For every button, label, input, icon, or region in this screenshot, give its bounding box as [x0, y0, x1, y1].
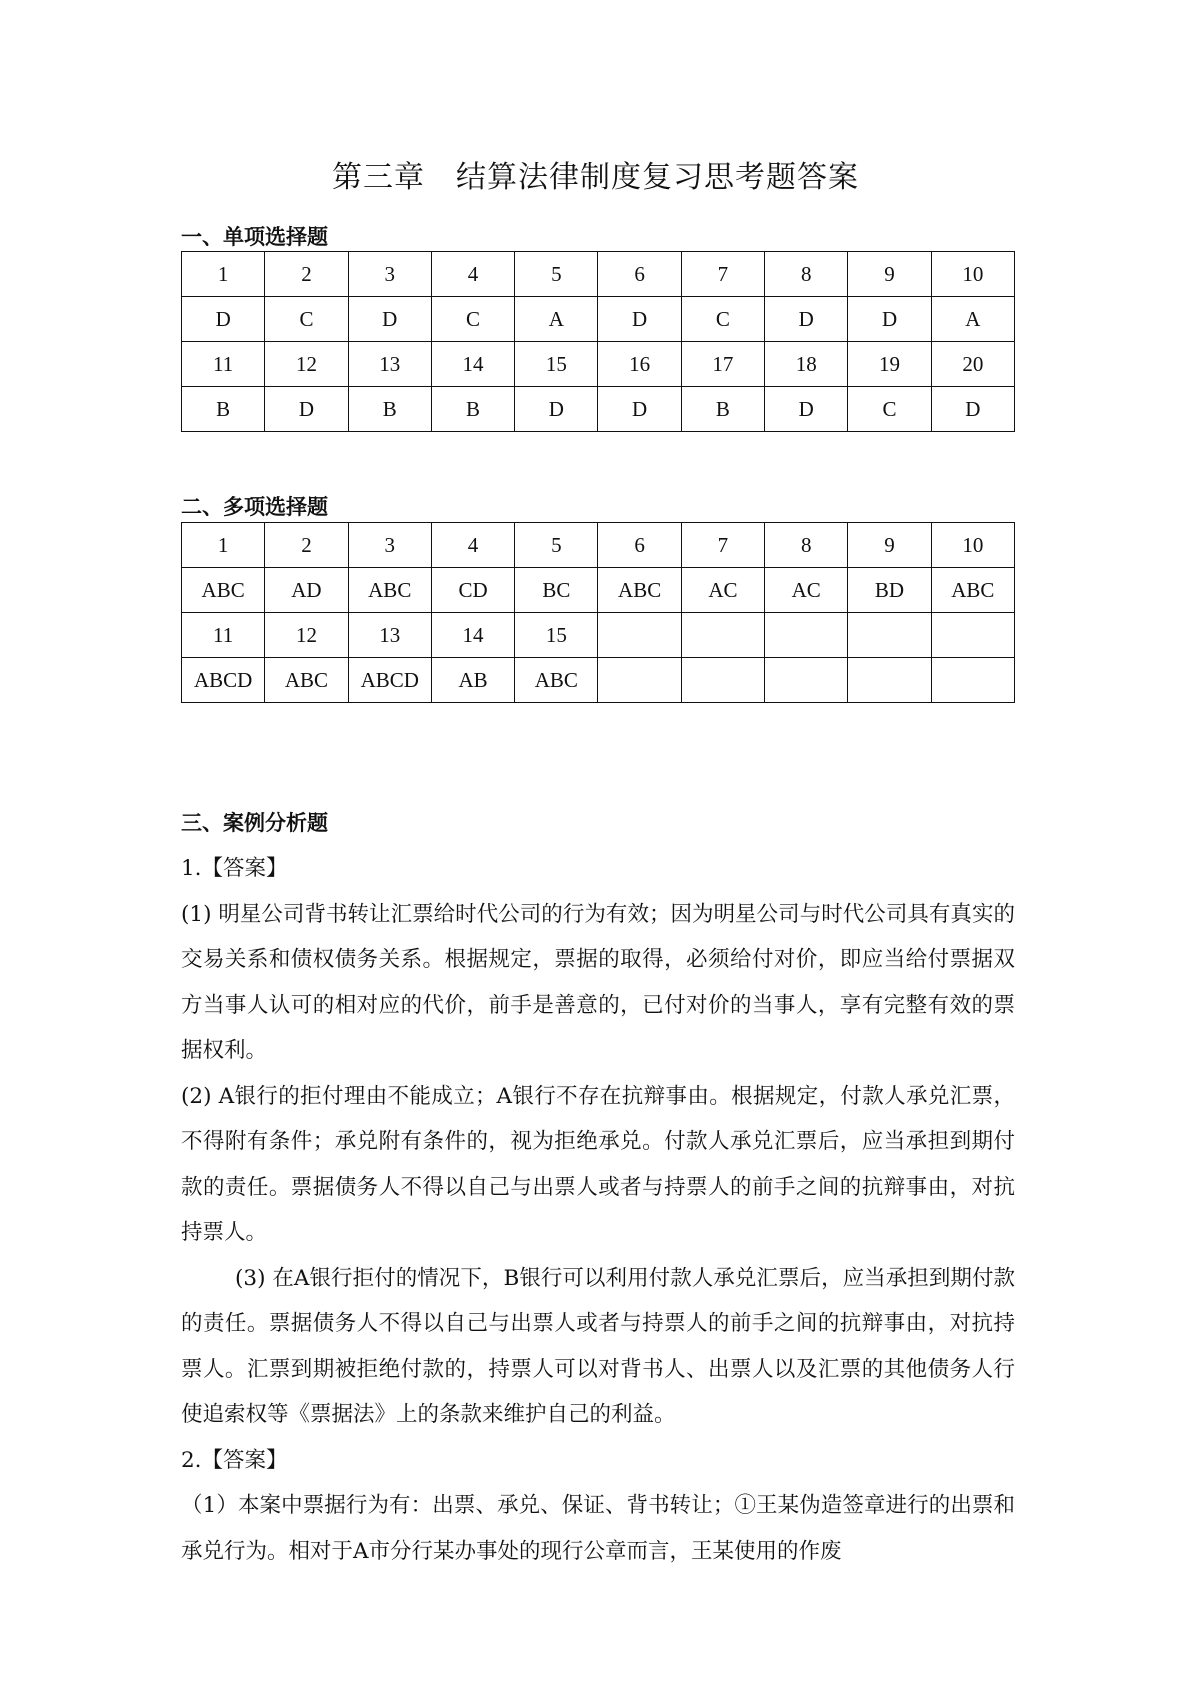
table-cell: 9: [848, 523, 931, 568]
answer-paragraph: （1）本案中票据行为有：出票、承兑、保证、背书转让；①王某伪造签章进行的出票和承兑行为。相对于A市分行某办事处的现行公章而言，王某使用的作废: [181, 1493, 1015, 1564]
table-cell: 6: [598, 252, 681, 297]
table-cell: [681, 658, 764, 703]
answer-paragraph: (1) 明星公司背书转让汇票给时代公司的行为有效；因为明星公司与时代公司具有真实的交易关系和债权债务关系。根据规定，票据的取得，必须给付对价，即应当给付票据双方当事人认可的相对应的代价，前手是善意的，已付对价的当事人，享有完整有效的票据权利。: [181, 901, 1015, 1063]
table-row: [182, 523, 1015, 568]
case-analysis-body: [181, 846, 1015, 1574]
table-cell: 5: [515, 252, 598, 297]
table-cell: 5: [515, 523, 598, 568]
table-row: [182, 613, 1015, 658]
table-cell: CD: [431, 568, 514, 613]
table-cell: [598, 613, 681, 658]
table-cell: ABC: [182, 568, 265, 613]
table-cell: 14: [431, 342, 514, 387]
table-cell: 18: [765, 342, 848, 387]
table-cell: BC: [515, 568, 598, 613]
table-cell: D: [765, 387, 848, 432]
table-cell: 15: [515, 342, 598, 387]
single-choice-answer-table: [181, 251, 1015, 432]
table-cell: D: [848, 297, 931, 342]
table-cell: 2: [265, 252, 348, 297]
table-cell: ABCD: [348, 658, 431, 703]
table-cell: 13: [348, 342, 431, 387]
table-cell: [681, 613, 764, 658]
table-cell: 8: [765, 523, 848, 568]
table-cell: A: [931, 297, 1014, 342]
table-cell: 13: [348, 613, 431, 658]
table-cell: 4: [431, 252, 514, 297]
table-cell: ABCD: [182, 658, 265, 703]
table-cell: 6: [598, 523, 681, 568]
table-cell: AC: [765, 568, 848, 613]
page-title: 第三章 结算法律制度复习思考题答案: [332, 160, 859, 195]
table-cell: 16: [598, 342, 681, 387]
table-cell: AB: [431, 658, 514, 703]
table-cell: [765, 613, 848, 658]
table-cell: B: [182, 387, 265, 432]
table-cell: 9: [848, 252, 931, 297]
table-cell: 8: [765, 252, 848, 297]
answer-label: 2.【答案】: [181, 1447, 288, 1473]
table-cell: 17: [681, 342, 764, 387]
table-cell: ABC: [931, 568, 1014, 613]
table-cell: C: [431, 297, 514, 342]
answer-paragraph: (3) 在A银行拒付的情况下，B银行可以利用付款人承兑汇票后，应当承担到期付款的责任。票据债务人不得以自己与出票人或者与持票人的前手之间的抗辩事由，对抗持票人。汇票到期被拒绝付款的，持票人可以对背书人、出票人以及汇票的其他债务人行使追索权等《票据法》上的条款来维护自己的利益。: [181, 1265, 1015, 1427]
table-cell: 7: [681, 252, 764, 297]
table-cell: 4: [431, 523, 514, 568]
table-cell: C: [681, 297, 764, 342]
table-cell: ABC: [265, 658, 348, 703]
table-cell: D: [348, 297, 431, 342]
table-cell: D: [598, 387, 681, 432]
section-heading-single-choice: 一、单项选择题: [181, 225, 328, 249]
table-cell: D: [931, 387, 1014, 432]
table-cell: [598, 658, 681, 703]
table-cell: 15: [515, 613, 598, 658]
table-row: [182, 297, 1015, 342]
section-heading-multiple-choice: 二、多项选择题: [181, 495, 328, 519]
table-cell: 3: [348, 252, 431, 297]
table-cell: C: [265, 297, 348, 342]
table-cell: 20: [931, 342, 1014, 387]
table-cell: [765, 658, 848, 703]
table-row: [182, 568, 1015, 613]
table-cell: 7: [681, 523, 764, 568]
table-cell: 19: [848, 342, 931, 387]
table-cell: AC: [681, 568, 764, 613]
table-cell: C: [848, 387, 931, 432]
table-row: [182, 387, 1015, 432]
table-cell: 10: [931, 252, 1014, 297]
table-cell: 12: [265, 613, 348, 658]
table-cell: D: [182, 297, 265, 342]
table-cell: AD: [265, 568, 348, 613]
table-cell: 11: [182, 342, 265, 387]
table-cell: 12: [265, 342, 348, 387]
answer-label: 1.【答案】: [181, 856, 288, 881]
table-cell: D: [265, 387, 348, 432]
table-cell: 10: [931, 523, 1014, 568]
table-cell: [848, 658, 931, 703]
table-cell: B: [431, 387, 514, 432]
multiple-choice-answer-table: [181, 522, 1015, 703]
table-cell: 2: [265, 523, 348, 568]
table-cell: 3: [348, 523, 431, 568]
table-cell: 1: [182, 523, 265, 568]
answer-paragraph: (2) A银行的拒付理由不能成立；A银行不存在抗辩事由。根据规定，付款人承兑汇票，不得附有条件；承兑附有条件的，视为拒绝承兑。付款人承兑汇票后，应当承担到期付款的责任。票据债务人不得以自己与出票人或者与持票人的前手之间的抗辩事由，对抗持票人。: [181, 1083, 1015, 1245]
table-cell: A: [515, 297, 598, 342]
table-cell: ABC: [348, 568, 431, 613]
table-cell: [848, 613, 931, 658]
section-heading-case-analysis: 三、案例分析题: [181, 811, 328, 835]
table-cell: B: [681, 387, 764, 432]
table-cell: ABC: [598, 568, 681, 613]
table-cell: D: [598, 297, 681, 342]
table-cell: [931, 613, 1014, 658]
table-cell: ABC: [515, 658, 598, 703]
table-cell: B: [348, 387, 431, 432]
table-cell: 1: [182, 252, 265, 297]
table-cell: [931, 658, 1014, 703]
table-cell: D: [765, 297, 848, 342]
table-cell: BD: [848, 568, 931, 613]
table-row: [182, 658, 1015, 703]
table-cell: 14: [431, 613, 514, 658]
table-row: [182, 252, 1015, 297]
table-cell: D: [515, 387, 598, 432]
table-row: [182, 342, 1015, 387]
table-cell: 11: [182, 613, 265, 658]
